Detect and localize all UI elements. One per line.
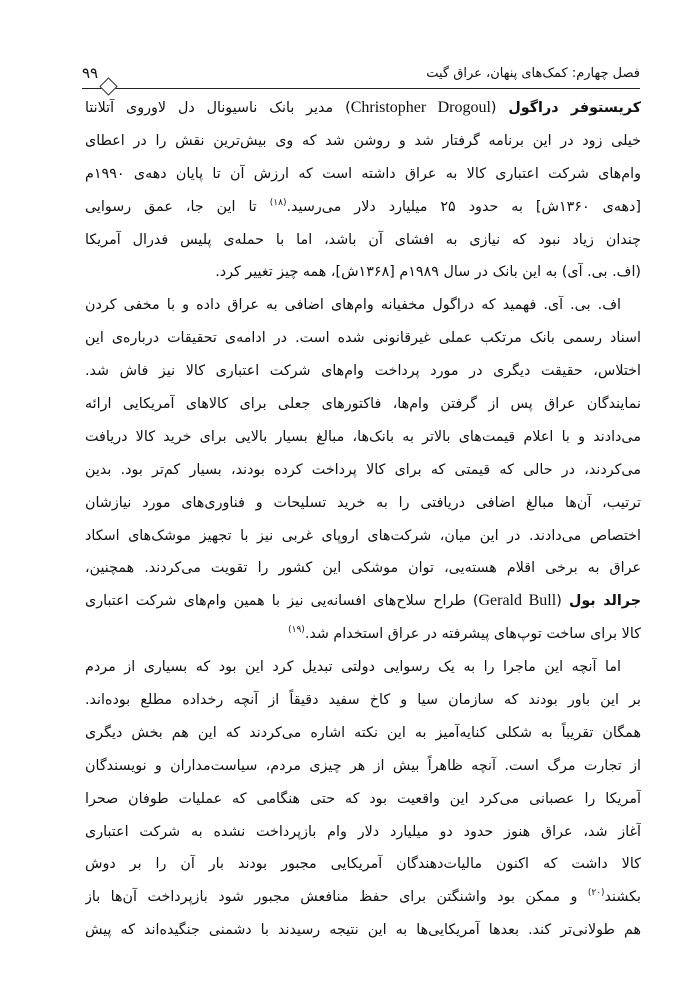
text-segment: آمریکا را عصبانی می‌کرد این واقعیت بود که حتی هنگامی که عملیات طوفان صحرا (85, 790, 641, 807)
text-segment: می‌دادند و با اعلام قیمت‌های بالاتر به بانک‌ها، مبالغ بسیار بالایی برای خرید کالا دریافت (85, 428, 641, 445)
text-line (85, 125, 641, 158)
text-line (85, 487, 641, 520)
text-segment: بر این باور بودند که سازمان سیا و کاخ سفید دقیقاً از آنچه رخداده مطلع بوده‌اند. (85, 692, 641, 709)
text-segment: نمایندگان عراق پس از گرفتن وام‌ها، فاکتورهای جعلی برای کالاهای آمریکایی ارائه (85, 396, 641, 413)
text-segment: هم طولانی‌تر کند. بعدها آمریکایی‌ها به این نتیجه رسیدند با دشمنی جنگیده‌اند که پیش (85, 922, 641, 939)
text-segment: اف. بی. آی. فهمید که دراگول مخفیانه وام‌های اضافی به عراق داده و با مخفی کردن (85, 297, 621, 314)
text-line (85, 388, 641, 421)
text-segment: ( (490, 100, 509, 116)
text-segment: Christopher Drogoul (350, 99, 491, 116)
text-segment: عراق به برخی اقلام هسته‌یی، توان موشکی این کشور را تقویت می‌کردند. همچنین، (85, 560, 641, 577)
text-segment: کالا برای ساخت توپ‌های پیشرفته در عراق استخدام شد. (304, 626, 641, 643)
running-header (82, 62, 640, 89)
text-line (85, 848, 641, 881)
text-segment: اما آنچه این ماجرا را به یک رسوایی دولتی تبدیل کرد این بود که بسیاری از مردم (85, 659, 621, 676)
text-segment: کالا داشت که اکنون مالیات‌دهندگان آمریکایی مجبور بودند بار آن را بر دوش (85, 856, 641, 873)
text-line (85, 881, 641, 914)
text-segment: می‌کردند، در حالی که قیمتی که برای کالا پرداخت کرده بودند، بسیار کم‌تر بود. بدین (85, 461, 641, 478)
text-line (85, 520, 641, 553)
text-segment: ) طراح سلاح‌های افسانه‌یی نیز با همین وام‌های شرکت اعتباری (85, 593, 479, 610)
text-line (85, 651, 641, 684)
text-segment: همگان تقریباً به شکلی کنایه‌آمیز به این نکته اشاره می‌کردند که این هم بخش دیگری (85, 724, 641, 741)
text-segment: اختلاس، حقیقت دیگری در مورد پرداخت وام‌های شرکت اعتباری کالا نیز فاش شد. (85, 363, 641, 380)
text-line (85, 618, 641, 651)
text-segment: [دهه‌ی ۱۳۶۰ش] به حدود ۲۵ میلیارد دلار می‌رسید. (286, 198, 641, 215)
text-line (85, 717, 641, 750)
text-line (85, 158, 641, 191)
text-segment: و ممکن بود واشنگتن برای حفظ منافعش مجبور شود بازپرداخت آن‌ها باز (85, 889, 588, 906)
text-segment: ( (556, 593, 569, 610)
text-line (85, 289, 641, 322)
footnote-ref: (۱۹) (288, 625, 305, 636)
text-line (85, 224, 641, 257)
text-line (85, 684, 641, 717)
bold-name: کریستوفر دراگول (508, 100, 641, 116)
text-line (85, 783, 641, 816)
text-segment: خیلی زود در این برنامه گرفتار شد و روشن شد که وی بیش‌ترین نقش را در اعطای (85, 132, 641, 149)
text-line (85, 256, 641, 289)
text-segment: اسناد رسمی بانک مرتکب عملی غیرقانونی شده است. در ادامه‌ی تحقیقات درباره‌ی این (85, 330, 641, 347)
footnote-ref: (۱۸) (269, 197, 287, 208)
text-line (85, 322, 641, 355)
page-number: ۹۹ (82, 64, 99, 82)
text-segment: Gerald Bull (478, 592, 557, 610)
text-segment: چندان زیاد نبود که نیازی به افشای آن باشد، اما با حمله‌ی پلیس فدرال آمریکا (85, 231, 641, 248)
text-segment: وام‌های شرکت اعتباری کالا به عراق داشته است که ارزش آن تا پایان دهه‌ی ۱۹۹۰م (85, 165, 641, 182)
text-segment: ) مدیر بانک ناسیونال دل لاوروی آتلانتا (85, 100, 351, 116)
text-segment: بکشند (604, 889, 641, 906)
text-segment: (اف. بی. آی) به این بانک در سال ۱۹۸۹م [۱۳۶۸ش]، همه چیز تغییر کرد. (215, 264, 641, 281)
text-line (85, 914, 641, 947)
text-line (85, 355, 641, 388)
text-segment: تا این جا، عمق رسوایی (85, 198, 270, 215)
text-segment: ترتیب، آن‌ها مبالغ اضافی دریافتی را به خرید تسلیحات و فناوری‌های مورد نیازشان (85, 494, 641, 511)
text-line (85, 585, 641, 618)
body-text (85, 92, 641, 947)
footnote-ref: (۲۰) (587, 888, 605, 899)
chapter-title: فصل چهارم: کمک‌های پنهان، عراق گیت (426, 66, 640, 81)
bold-name: جرالد بول (568, 593, 641, 610)
text-line (85, 454, 641, 487)
text-line (85, 421, 641, 454)
text-line (85, 816, 641, 849)
text-segment: اختصاص می‌دادند. در این میان، شرکت‌های اروپای غربی نیز با تجهیز موشک‌های اسکاد (85, 527, 641, 544)
text-line (85, 552, 641, 585)
text-line (85, 750, 641, 783)
text-line (85, 92, 641, 125)
text-segment: از تجارت مرگ است. آنچه ظاهراً بیش از هر چیزی مردم، سیاست‌مداران و نویسندگان (85, 757, 641, 774)
text-line (85, 191, 641, 224)
text-segment: آغاز شد، عراق هنوز حدود دو میلیارد دلار وام بازپرداخت نشده به شرکت اعتباری (85, 823, 641, 840)
